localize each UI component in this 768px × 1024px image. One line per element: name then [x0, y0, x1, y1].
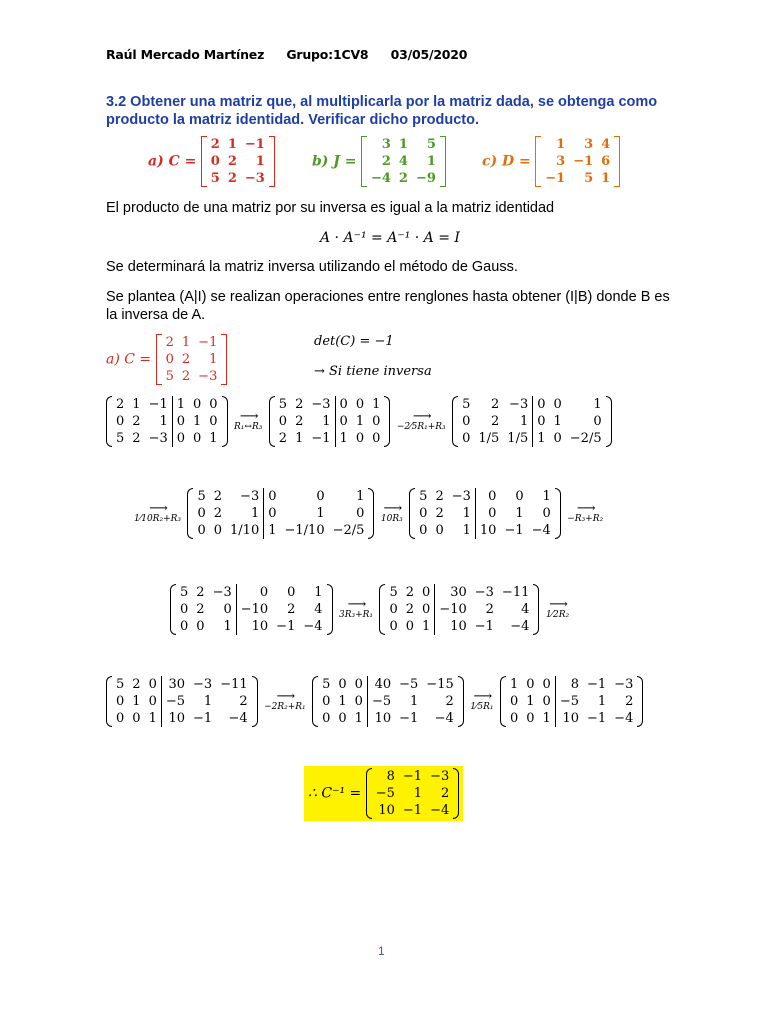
step-row-4: [106, 676, 643, 727]
matrix-c: [201, 136, 275, 187]
matrix-cell: 0: [210, 154, 220, 169]
matrix-cell: 2: [625, 694, 634, 709]
matrix-cell: −15: [426, 677, 454, 692]
matrix-cell: 1: [255, 154, 265, 169]
row-operation-7: ⟶ 1⁄2R₂: [545, 596, 570, 620]
matrix-cell: 0: [509, 694, 519, 709]
matrix-cell: 2: [132, 431, 141, 446]
group-label: Grupo:1CV8: [286, 47, 369, 62]
matrix-cell: 2: [491, 397, 500, 412]
matrix-cell: 1: [209, 431, 218, 446]
row-operation-4: ⟶ 10R₃: [380, 500, 403, 524]
matrix-cell: 1: [322, 414, 331, 429]
matrix-cell: 4: [314, 602, 323, 617]
matrix-cell: 5: [389, 585, 398, 600]
matrix-cell: −2/5: [569, 431, 602, 446]
matrix-cell: 1: [462, 506, 471, 521]
matrix-cell: 4: [398, 154, 408, 169]
matrix-cell: 1: [372, 397, 381, 412]
augmented-matrix-3: [452, 396, 612, 447]
matrix-cell: −3: [614, 677, 634, 692]
matrix-cell: 10: [367, 710, 395, 727]
matrix-cell: 4: [601, 137, 611, 152]
matrix-cell: 0: [116, 414, 125, 429]
matrix-cell: 5: [165, 369, 174, 384]
matrix-cell: 0: [335, 413, 352, 430]
matrix-cell: 0: [132, 711, 141, 726]
matrix-c-restated: [106, 334, 227, 385]
matrix-cell: 1/10: [230, 523, 260, 538]
matrix-cell: −3: [148, 431, 168, 446]
determinant: det(C) = −1: [314, 334, 394, 349]
matrix-cell: 2: [196, 585, 205, 600]
label-b: b) J =: [312, 153, 357, 170]
paragraph-intro: El producto de una matriz por su inversa es igual a la matriz identidad: [106, 200, 555, 216]
matrix-cell: 0: [422, 602, 431, 617]
matrix-cell: 0: [542, 677, 551, 692]
matrix-cell: 0: [316, 489, 325, 504]
row-operation-1: ⟶ R₁↔R₃: [234, 408, 263, 432]
matrix-cell: −4: [303, 619, 323, 634]
matrix-cell: 5: [419, 489, 428, 504]
matrix-cell: 0: [264, 505, 281, 522]
matrix-cell: −1: [587, 711, 607, 726]
matrix-cell: 0: [335, 396, 352, 413]
matrix-cell: 1: [223, 619, 232, 634]
matrix-cell: 0: [593, 414, 602, 429]
matrix-cell: −3: [240, 489, 260, 504]
matrix-cell: −3: [311, 397, 331, 412]
bracket-right: [533, 584, 539, 635]
matrix-cell: 1/5: [507, 431, 529, 446]
matrix-cell: 1: [515, 506, 524, 521]
row-operation-9: ⟶ 1⁄5R₁: [470, 688, 494, 712]
matrix-cell: −1: [545, 171, 566, 186]
matrix-cell: 0: [533, 396, 550, 413]
matrix-cell: 0: [533, 413, 550, 430]
matrix-cell: 5: [197, 489, 206, 504]
matrix-cell: −1: [276, 619, 296, 634]
matrix-cell: 0: [542, 694, 551, 709]
matrix-cell: 1: [250, 506, 260, 521]
matrix-cell: −3: [474, 585, 494, 600]
matrix-cell: 0: [116, 694, 125, 709]
matrix-cell: 0: [542, 506, 551, 521]
matrix-cell: 0: [196, 619, 205, 634]
matrix-cell: −4: [370, 171, 391, 186]
paragraph-method: Se determinará la matriz inversa utilizando el método de Gauss.: [106, 259, 518, 275]
matrix-cell: 0: [435, 523, 444, 538]
matrix-cell: 0: [462, 431, 471, 446]
bracket-right: [458, 676, 464, 727]
matrix-cell: 1: [509, 677, 519, 692]
matrix-cell: 2: [213, 506, 223, 521]
matrix-cell: 0: [116, 711, 125, 726]
matrix-cell: −3: [212, 585, 232, 600]
matrix-j-given: [312, 136, 446, 187]
matrix-cell: 1: [542, 711, 551, 726]
matrix-cell: 1: [356, 489, 365, 504]
step-row-2: [132, 488, 605, 539]
matrix-cell: −11: [220, 677, 248, 692]
matrix-cell: −4: [531, 523, 551, 538]
matrix-cell: 1: [264, 522, 281, 539]
matrix-cell: 1: [132, 397, 141, 412]
matrix-cell: −1/10: [284, 523, 325, 538]
matrix-cell: −4: [430, 803, 450, 818]
matrix-cell: 5: [322, 677, 331, 692]
matrix-cell: −5: [375, 786, 395, 801]
matrix-c-restated-body: [156, 334, 228, 385]
matrix-cell: 10: [435, 618, 471, 635]
matrix-cell: 1: [593, 397, 602, 412]
matrix-cell: 0: [419, 523, 428, 538]
matrix-cell: 0: [223, 602, 232, 617]
matrix-cell: 3: [556, 154, 566, 169]
matrix-cell: 1: [526, 694, 535, 709]
date-label: 03/05/2020: [390, 47, 468, 62]
result-inverse: [304, 766, 463, 821]
matrix-cell: 0: [322, 694, 331, 709]
matrix-cell: 2: [278, 431, 288, 446]
matrix-cell: 8: [555, 676, 583, 693]
matrix-cell: 0: [165, 352, 174, 367]
matrix-cell: 10: [475, 522, 500, 539]
matrix-cell: −3: [430, 769, 450, 784]
matrix-cell: −4: [510, 619, 530, 634]
matrix-cell: 2: [405, 602, 415, 617]
matrix-cell: 0: [172, 413, 189, 430]
matrix-cell: 2: [381, 154, 391, 169]
matrix-cell: 1: [597, 694, 607, 709]
matrix-cell: 2: [287, 602, 296, 617]
matrix-cell: 0: [180, 619, 189, 634]
matrix-cell: 2: [196, 602, 205, 617]
matrix-cell: 5: [584, 171, 594, 186]
matrix-cell: −10: [435, 601, 471, 618]
augmented-matrix-4: [187, 488, 374, 539]
matrix-cell: 2: [132, 677, 141, 692]
page-number: 1: [378, 944, 385, 958]
matrix-cell: 2: [295, 414, 304, 429]
matrix-cell: 3: [584, 137, 594, 152]
matrix-cell: 0: [389, 602, 398, 617]
row-operation-8: ⟶ −2R₂+R₁: [264, 688, 306, 712]
matrix-cell: −4: [614, 711, 634, 726]
matrix-cell: 0: [172, 430, 189, 447]
matrix-cell: −1: [193, 711, 213, 726]
matrix-cell: −1: [573, 154, 594, 169]
matrix-cell: 10: [161, 710, 189, 727]
matrix-cell: 0: [287, 585, 296, 600]
matrix-cell: 2: [239, 694, 248, 709]
matrix-cell: 0: [322, 711, 331, 726]
matrix-cell: 0: [526, 711, 535, 726]
matrix-cell: 2: [227, 171, 237, 186]
matrix-cell: 2: [116, 397, 125, 412]
matrix-cell: 30: [435, 584, 471, 601]
matrix-j: [361, 136, 446, 187]
matrix-cell: −3: [193, 677, 213, 692]
augmented-matrix-7: [379, 584, 539, 635]
result-matrix: [366, 768, 460, 819]
matrix-cell: −1: [504, 523, 524, 538]
matrix-cell: 5: [210, 171, 220, 186]
matrix-cell: 0: [180, 602, 189, 617]
matrix-cell: 0: [509, 711, 519, 726]
matrix-cell: −11: [501, 585, 530, 600]
bracket-right: [327, 584, 333, 635]
matrix-cell: −1: [587, 677, 607, 692]
matrix-cell: 2: [227, 154, 237, 169]
matrix-cell: 1: [209, 352, 218, 367]
matrix-cell: 0: [209, 414, 218, 429]
matrix-cell: 0: [197, 506, 206, 521]
matrix-cell: −1: [474, 619, 494, 634]
matrix-cell: −1: [198, 335, 218, 350]
augmented-matrix-9: [312, 676, 464, 727]
matrix-cell: 1: [426, 154, 436, 169]
matrix-cell: −5: [161, 693, 189, 710]
matrix-cell: 1: [533, 430, 550, 447]
matrix-cell: 0: [419, 506, 428, 521]
matrix-cell: 0: [213, 523, 223, 538]
matrix-cell: 0: [553, 397, 562, 412]
bracket-right: [222, 396, 228, 447]
matrix-cell: 0: [236, 584, 272, 601]
document-header: [106, 47, 485, 62]
matrix-cell: 2: [213, 489, 223, 504]
matrix-cell: 1: [172, 396, 189, 413]
augmented-matrix-8: [106, 676, 258, 727]
matrix-cell: 3: [381, 137, 391, 152]
matrix-cell: 0: [338, 711, 347, 726]
matrix-cell: 2: [181, 352, 191, 367]
augmented-matrix-2: [269, 396, 391, 447]
matrix-cell: 2: [210, 137, 220, 152]
matrix-cell: 0: [356, 506, 365, 521]
matrix-cell: −1: [311, 431, 331, 446]
matrix-cell: 0: [355, 431, 365, 446]
matrix-cell: 2: [491, 414, 500, 429]
row-operation-3: ⟶ 1⁄10R₂+R₃: [134, 500, 181, 524]
matrix-cell: −1: [399, 711, 419, 726]
matrix-cell: 4: [521, 602, 530, 617]
matrix-cell: 1: [335, 430, 352, 447]
has-inverse-note: → Si tiene inversa: [314, 364, 432, 379]
matrix-c-given: [148, 136, 275, 187]
bracket-right: [368, 488, 374, 539]
row-operation-6: ⟶ 3R₃+R₁: [338, 596, 374, 620]
matrix-cell: −1: [402, 769, 423, 784]
matrix-cell: 0: [278, 414, 288, 429]
matrix-d: [535, 136, 620, 187]
matrix-cell: 0: [372, 414, 381, 429]
matrix-cell: −10: [236, 601, 272, 618]
matrix-cell: 5: [116, 431, 125, 446]
paragraph-setup: Se plantea (A|I) se realizan operaciones entre renglones hasta obtener (I|B) donde B es la inversa de A.: [106, 289, 670, 323]
matrix-cell: 1: [354, 711, 363, 726]
matrix-cell: 0: [264, 488, 281, 505]
bracket-right: [453, 768, 459, 819]
matrix-cell: 2: [398, 171, 408, 186]
row-operation-5: ⟶ −R₃+R₂: [567, 500, 604, 524]
matrix-cell: −1: [244, 137, 265, 152]
matrix-cell: 10: [555, 710, 583, 727]
matrix-cell: −2/5: [332, 523, 365, 538]
bracket-right: [440, 136, 446, 187]
matrix-cell: 5: [278, 397, 288, 412]
matrix-cell: 6: [601, 154, 611, 169]
matrix-d-given: [482, 136, 620, 187]
matrix-cell: 2: [132, 414, 141, 429]
matrix-cell: −3: [509, 397, 529, 412]
matrix-cell: 0: [354, 677, 363, 692]
matrix-cell: −9: [415, 171, 436, 186]
matrix-cell: 2: [165, 335, 174, 350]
matrix-cell: 0: [197, 523, 206, 538]
matrix-cell: 1: [159, 414, 168, 429]
matrix-cell: 2: [295, 397, 304, 412]
matrix-cell: 1: [338, 694, 347, 709]
matrix-cell: 0: [148, 694, 157, 709]
matrix-cell: 0: [422, 585, 431, 600]
matrix-cell: 0: [209, 397, 218, 412]
matrix-cell: 1: [316, 506, 325, 521]
matrix-cell: 0: [372, 431, 381, 446]
matrix-cell: 0: [526, 677, 535, 692]
label-a: a) C =: [148, 153, 197, 170]
matrix-cell: 1: [193, 414, 202, 429]
matrix-cell: 1: [556, 137, 566, 152]
matrix-cell: 1: [132, 694, 141, 709]
matrix-cell: −1: [402, 803, 423, 818]
matrix-cell: −3: [451, 489, 471, 504]
matrix-cell: 30: [161, 676, 189, 693]
matrix-cell: 1: [413, 786, 423, 801]
matrix-cell: 1: [601, 171, 611, 186]
augmented-matrix-10: [500, 676, 643, 727]
row-operation-2: ⟶ −2⁄5R₁+R₃: [396, 408, 446, 432]
bracket-right: [637, 676, 643, 727]
matrix-cell: 0: [193, 397, 202, 412]
matrix-cell: 5: [426, 137, 436, 152]
bracket-right: [221, 334, 227, 385]
matrix-cell: 1: [181, 335, 191, 350]
matrix-cell: 0: [553, 431, 562, 446]
matrix-cell: 0: [462, 414, 471, 429]
augmented-matrix-1: [106, 396, 228, 447]
matrix-cell: −5: [399, 677, 419, 692]
matrix-cell: −4: [228, 711, 248, 726]
matrix-cell: 1: [355, 414, 365, 429]
matrix-cell: 2: [181, 369, 191, 384]
matrix-cell: 1: [553, 414, 562, 429]
matrix-cell: 1: [148, 711, 157, 726]
matrix-cell: −3: [244, 171, 265, 186]
matrix-cell: 10: [236, 618, 272, 635]
bracket-right: [614, 136, 620, 187]
matrix-cell: 8: [386, 769, 395, 784]
matrix-cell: −5: [367, 693, 395, 710]
matrix-cell: 5: [116, 677, 125, 692]
matrix-cell: 1: [227, 137, 237, 152]
matrix-cell: −3: [198, 369, 218, 384]
matrix-cell: 1: [203, 694, 213, 709]
label-c: c) D =: [482, 153, 531, 170]
matrix-cell: 0: [355, 397, 365, 412]
step-row-3: [170, 584, 571, 635]
result-label: ∴ C⁻¹ =: [308, 785, 362, 802]
matrix-cell: 0: [515, 489, 524, 504]
matrix-cell: 5: [180, 585, 189, 600]
matrix-cell: 0: [193, 431, 202, 446]
problem-title: 3.2 Obtener una matriz que, al multiplicarla por la matriz dada, se obtenga como producto la matriz identidad. Verificar dicho producto.: [106, 94, 658, 128]
matrix-cell: −1: [148, 397, 168, 412]
bracket-right: [555, 488, 561, 539]
matrix-cell: 2: [435, 489, 444, 504]
label-a-restated: a) C =: [106, 351, 152, 368]
matrix-cell: 40: [367, 676, 395, 693]
matrix-cell: 2: [440, 786, 450, 801]
bracket-right: [606, 396, 612, 447]
matrix-cell: 1: [410, 694, 419, 709]
matrix-cell: 1: [398, 137, 408, 152]
matrix-cell: 1: [462, 523, 471, 538]
matrix-cell: 5: [462, 397, 471, 412]
matrix-cell: 10: [378, 803, 395, 818]
augmented-matrix-6: [170, 584, 333, 635]
bracket-right: [252, 676, 258, 727]
matrix-cell: 1: [542, 489, 551, 504]
matrix-cell: 1: [295, 431, 304, 446]
matrix-cell: 2: [485, 602, 494, 617]
matrix-cell: 0: [389, 619, 398, 634]
matrix-cell: 0: [338, 677, 347, 692]
bracket-right: [384, 396, 390, 447]
augmented-matrix-5: [409, 488, 561, 539]
bracket-right: [269, 136, 275, 187]
matrix-cell: 2: [405, 585, 415, 600]
matrix-cell: 0: [354, 694, 363, 709]
step-row-1: [106, 396, 612, 447]
matrix-cell: 2: [435, 506, 444, 521]
matrix-cell: −4: [434, 711, 454, 726]
matrix-cell: 1: [519, 414, 529, 429]
matrix-cell: −5: [555, 693, 583, 710]
matrix-cell: 1: [314, 585, 323, 600]
matrix-cell: 0: [475, 488, 500, 505]
identity-equation: A · A⁻¹ = A⁻¹ · A = I: [320, 230, 460, 246]
matrix-cell: 1: [422, 619, 431, 634]
author-name: Raúl Mercado Martínez: [106, 47, 265, 62]
matrix-cell: 0: [405, 619, 415, 634]
matrix-cell: 0: [148, 677, 157, 692]
matrix-cell: 1/5: [478, 431, 500, 446]
matrix-cell: 0: [475, 505, 500, 522]
matrix-cell: 2: [445, 694, 454, 709]
